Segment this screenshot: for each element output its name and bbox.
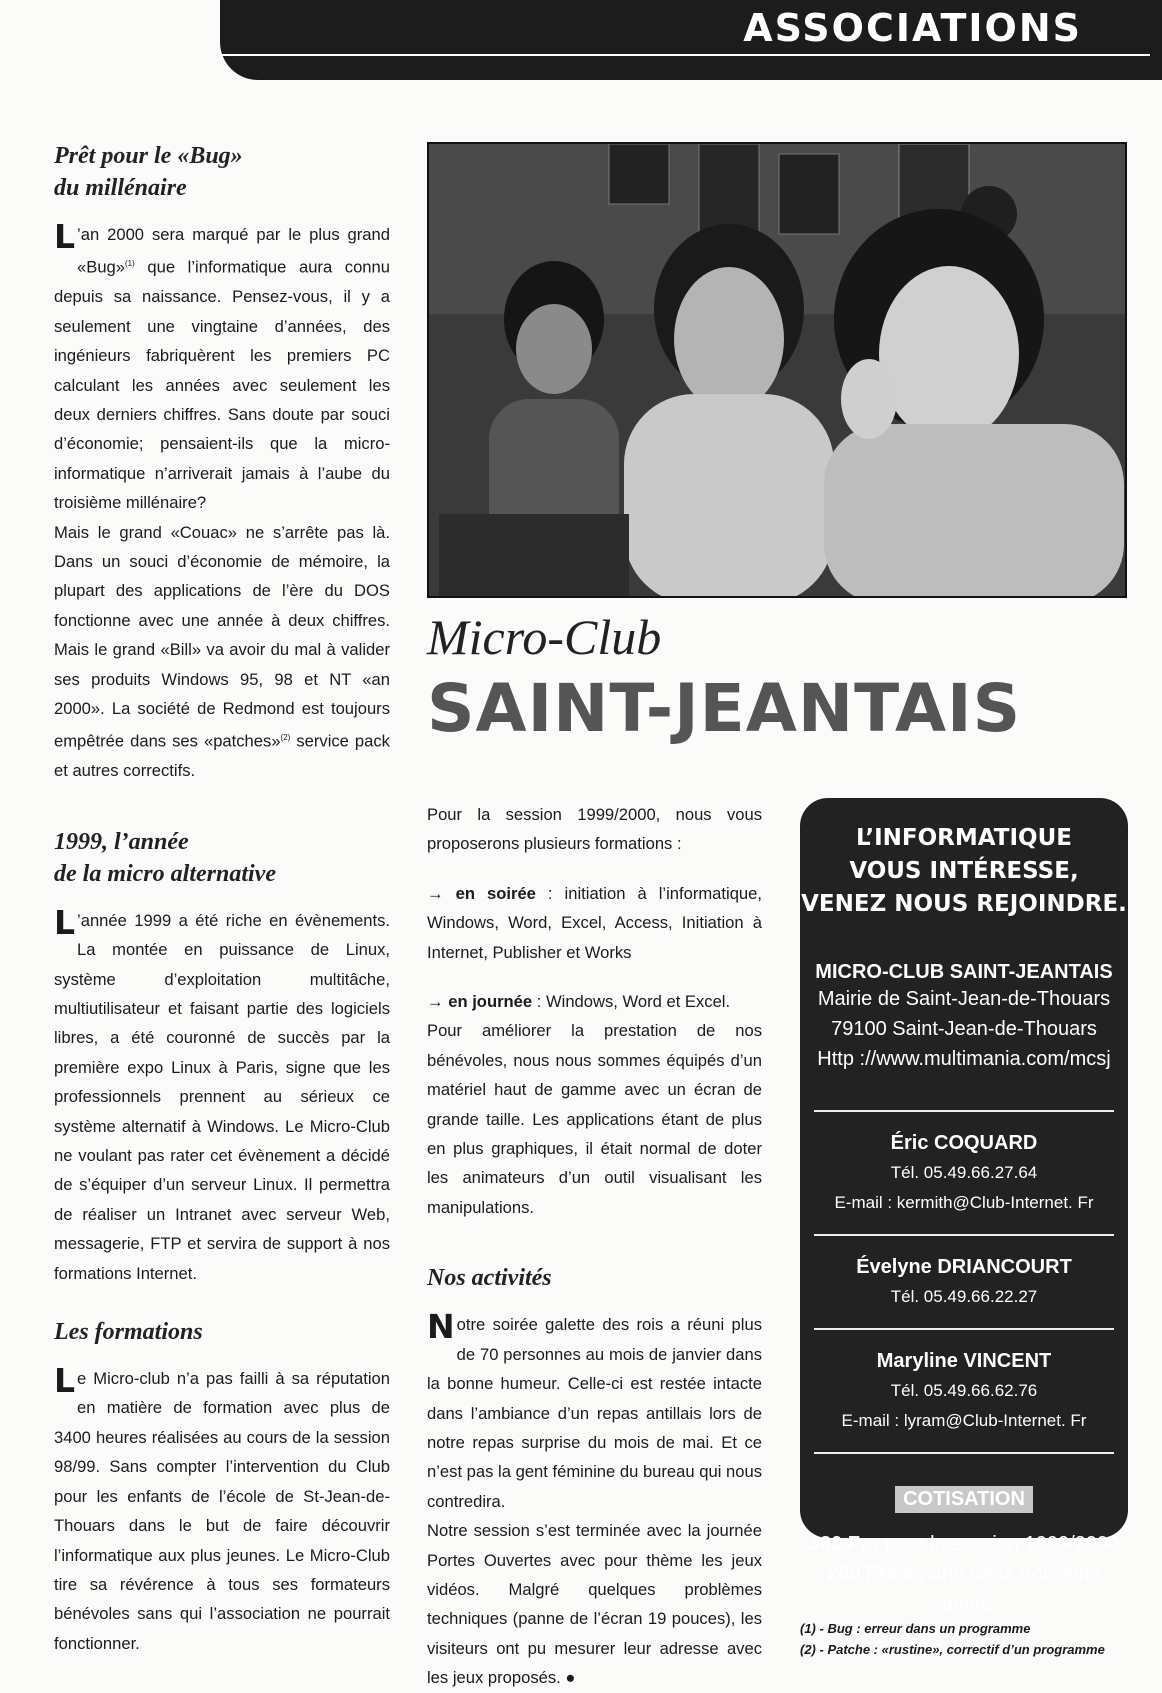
paragraph-intro: Pour la session 1999/2000, nous vous proposerons plusieurs formations : <box>427 805 762 854</box>
masthead-micro-club: Micro-Club <box>427 609 662 665</box>
contact-email: E-mail : kermith@Club-Internet. Fr <box>834 1193 1094 1212</box>
cotisation-label: COTISATION <box>895 1486 1033 1513</box>
footnote-2: (2) - Patche : «rustine», correctif d’un programme <box>800 1642 1105 1657</box>
label-soiree: en soirée <box>455 883 536 903</box>
label-journee: en journée <box>448 992 533 1012</box>
heading-formations: Les formations <box>54 1319 203 1346</box>
section-title: ASSOCIATIONS <box>743 6 1082 50</box>
price-line-1 <box>800 1529 1128 1559</box>
heading-bug-line2: du millénaire <box>54 175 187 201</box>
paragraph-couac-a: Mais le grand «Couac» ne s’arrête pas là. Dans un souci d’économie de mémoire, la plupart des applications de l’ère du DOS fonctionne avec une année à deux chiffres. Mais le grand «Bill» va avoir du mal à valider ses produits Windows 95, 98 et NT «an 2000». La société de Redmond est toujours empêtrée dans ses «patches» <box>54 522 390 751</box>
dropcap: N <box>427 1307 455 1347</box>
info-headline-1: L’INFORMATIQUE <box>856 825 1072 851</box>
price-1: 330 Frs <box>808 1533 879 1555</box>
paragraph-couac-b: service pack et autres correctifs. <box>54 731 390 781</box>
left-column <box>54 140 390 1658</box>
paragraph-couac <box>54 518 390 786</box>
footnote-1: (1) - Bug : erreur dans un programme <box>800 1621 1031 1636</box>
info-headline-2: VOUS INTÉRESSE, <box>849 858 1079 884</box>
header-rule <box>220 54 1150 56</box>
dropcap: L <box>54 217 76 256</box>
price-1-text: pour la session 1999/2000 <box>878 1533 1120 1555</box>
contact-phone: Tél. 05.49.66.27.64 <box>890 1163 1038 1182</box>
heading-1999-line2: de la micro alternative <box>54 860 276 887</box>
paragraph-linux-text: ’année 1999 a été riche en évènements. La montée en puissance de Linux, système d’exploitation multitâche, multiutilisateur et faisant partie des logiciels libres, a été couronné de succès par la première expo Linux à Paris, signe que les professionnels prennent au sérieux ce système alternatif à Windows. Le Micro-Club ne voulant pas rater cet évènement a décidé de s’équiper d’un serveur Linux. Il permettra de réaliser un Intranet avec serveur Web, messagerie, FTP et servira de support à nos formations Internet. <box>54 910 390 1283</box>
paragraph-materiel: Pour améliorer la prestation de nos bénévoles, nous nous sommes équipés d’un matériel haut de gamme avec un écran de grande taille. Les applications étant de plus en plus graphiques, il était normal de doter les animateurs d’un outil visualisant les manipulations. <box>427 1021 762 1217</box>
paragraph-journee <box>427 987 762 1016</box>
paragraph-portes-ouvertes <box>427 1516 762 1692</box>
arrow-icon: → <box>427 883 444 903</box>
paragraph-bug <box>54 217 390 518</box>
photo-members <box>427 142 1127 598</box>
contact-email: E-mail : lyram@Club-Internet. Fr <box>841 1411 1087 1430</box>
footnote-ref-2: (2) <box>280 733 291 743</box>
divider <box>814 1110 1114 1112</box>
heading-1999-line1: 1999, l’année <box>54 828 189 855</box>
info-box <box>800 798 1128 1615</box>
middle-column <box>427 800 762 1693</box>
heading-bug-line1: Prêt pour le «Bug» <box>54 143 243 169</box>
paragraph-portes-ouvertes-text: Notre session s’est terminée avec la journée Portes Ouvertes avec pour thème les jeux vidéos. Malgré quelques problèmes techniques (panne de l’écran 19 pouces), les visiteurs ont pu mesurer leur adresse avec les jeux proposés. <box>427 1521 762 1688</box>
club-name: MICRO-CLUB SAINT-JEANTAIS <box>815 961 1113 983</box>
info-headline-3: VENEZ NOUS REJOINDRE. <box>801 891 1127 917</box>
paragraph-bug-b: que l’informatique aura connu depuis sa naissance. Pensez-vous, il y a seulement une vingtaine d’années, des ingénieurs fabriquèrent les premiers PC calculant les années avec seulement les deux derniers chiffres. Sans doute par souci d’économie; pensaient-ils que la micro-informatique n’arriverait jamais à l’aube du troisième millénaire? <box>54 257 390 513</box>
contact-name: Évelyne DRIANCOURT <box>856 1256 1072 1278</box>
price-2-text: à partir de la troisième année <box>897 1563 1101 1615</box>
address-line-1: Mairie de Saint-Jean-de-Thouars <box>817 988 1111 1010</box>
paragraph-formations-text: e Micro-club n’a pas failli à sa réputation en matière de formation avec plus de 3400 heures réalisées au cours de la session 98/99. Sans compter l’intervention du Club pour les enfants de l’école de St-Jean-de-Thouars dans le but de faire découvrir l’informatique aux plus jeunes. Le Micro-Club tire sa révérence à tous ses formateurs bénévoles sans qui l’association ne pourrait fonctionner. <box>54 1369 390 1653</box>
footnotes <box>800 1618 1140 1660</box>
dropcap: L <box>54 902 76 942</box>
paragraph-soiree <box>427 879 762 967</box>
paragraph-bug-a: ’an 2000 sera marqué par le plus grand «Bug» <box>77 225 390 277</box>
contact-name: Maryline VINCENT <box>876 1350 1052 1372</box>
contact-name: Éric COQUARD <box>890 1132 1038 1154</box>
end-mark-icon: ● <box>565 1668 576 1688</box>
paragraph-linux <box>54 902 390 1288</box>
text-journee: : Windows, Word et Excel. <box>532 992 731 1012</box>
address-line-2: 79100 Saint-Jean-de-Thouars <box>831 1018 1097 1040</box>
paragraph-activites <box>427 1307 762 1516</box>
contact-phone: Tél. 05.49.66.22.27 <box>890 1287 1038 1306</box>
divider <box>814 1452 1114 1454</box>
website-url: Http ://www.multimania.com/mcsj <box>817 1048 1111 1070</box>
heading-activites: Nos activités <box>427 1265 552 1292</box>
text-soiree: : initiation à l’informatique, Windows, Word, Excel, Access, Initiation à Internet, Publisher et Works <box>427 883 762 962</box>
divider <box>814 1328 1114 1330</box>
price-line-2 <box>800 1559 1128 1619</box>
heading-bug <box>54 140 390 204</box>
photo-illustration <box>429 144 1125 596</box>
price-2: 280 Frs <box>827 1563 898 1585</box>
dropcap: L <box>54 1361 76 1401</box>
masthead-saint-jeantais: SAINT-JEANTAIS <box>427 670 1022 747</box>
footnote-ref-1: (1) <box>125 259 135 269</box>
arrow-icon: → <box>427 992 444 1012</box>
contact-phone: Tél. 05.49.66.62.76 <box>890 1381 1038 1400</box>
paragraph-activites-text: otre soirée galette des rois a réuni plus de 70 personnes au mois de janvier dans la bonne humeur. Celle-ci est restée intacte dans l’ambiance d’un repas antillais lors de notre repas surprise du mois de mai. Et ce n’est pas la gent féminine du bureau qui nous contredira. <box>427 1315 762 1511</box>
heading-1999 <box>54 826 390 890</box>
divider <box>814 1234 1114 1236</box>
info-headline <box>800 822 1128 921</box>
paragraph-formations <box>54 1361 390 1658</box>
